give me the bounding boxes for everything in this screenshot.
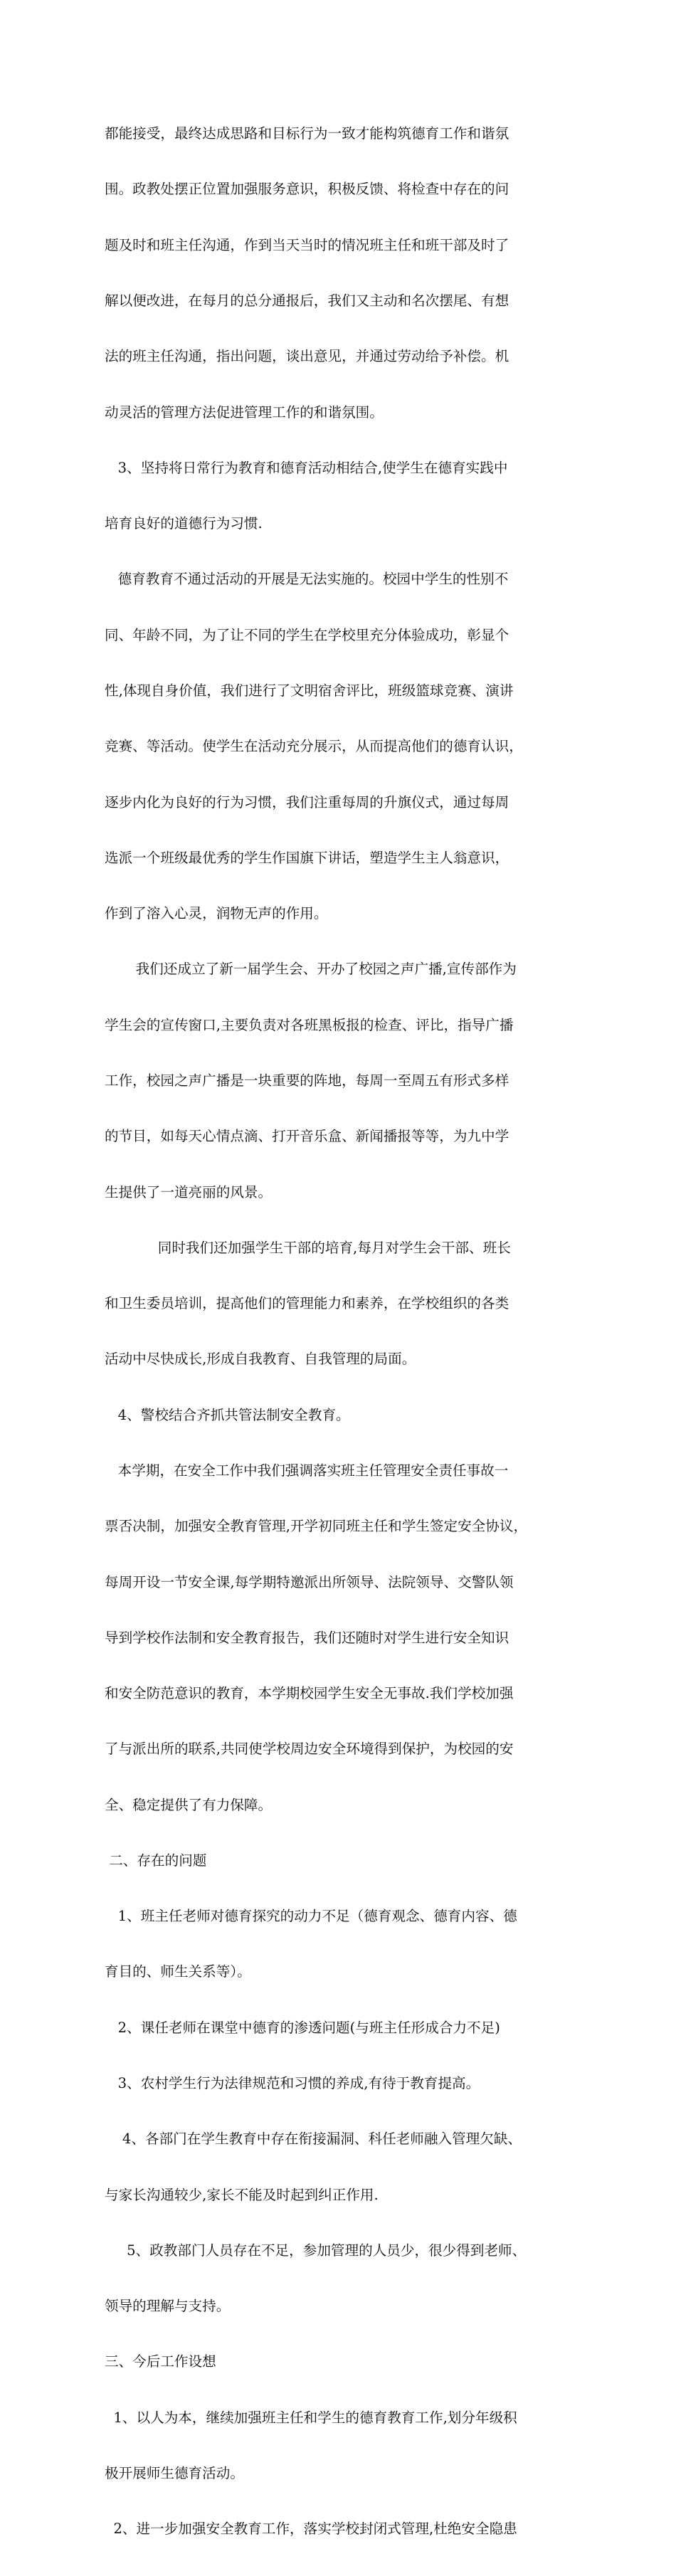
text-line: 同时我们还加强学生干部的培育,每月对学生会干部、班长 [105, 1239, 511, 1256]
text-line: 与家长沟通较少,家长不能及时起到纠正作用. [105, 2186, 379, 2203]
text-line: 我们还成立了新一届学生会、开办了校园之声广播,宣传部作为 [105, 961, 517, 978]
text-line: 育目的、师生关系等）。 [105, 1963, 251, 1980]
text-line: 票否决制，加强安全教育管理,开学初同班主任和学生签定安全协议， [105, 1518, 528, 1535]
text-line: 了与派出所的联系,共同使学校周边安全环境得到保护，为校园的安 [105, 1741, 514, 1758]
text-line: 领导的理解与支持。 [105, 2298, 231, 2315]
text-line: 3、农村学生行为法律规范和习惯的养成,有待于教育提高。 [105, 2075, 480, 2092]
text-line: 和卫生委员培训，提高他们的管理能力和素养，在学校组织的各类 [105, 1295, 509, 1312]
text-line: 解以便改进，在每月的总分通报后，我们又主动和名次摆尾、有想 [105, 292, 509, 310]
text-line: 3、坚持将日常行为教育和德育活动相结合,使学生在德育实践中 [105, 459, 508, 476]
section-heading: 三、今后工作设想 [105, 2353, 216, 2370]
text-line: 动灵活的管理方法促进管理工作的和谐氛围。 [105, 403, 384, 421]
text-line: 导到学校作法制和安全教育报告，我们还随时对学生进行安全知识 [105, 1629, 509, 1646]
text-line: 培育良好的道德行为习惯. [105, 515, 263, 532]
text-line: 每周开设一节安全课,每学期特邀派出所领导、法院领导、交警队领 [105, 1573, 514, 1590]
text-line: 的节目，如每天心情点滴、打开音乐盒、新闻播报等等，为九中学 [105, 1128, 509, 1145]
text-line: 选派一个班级最优秀的学生作国旗下讲话，塑造学生主人翁意识， [105, 849, 509, 866]
text-line: 1、班主任老师对德育探究的动力不足（德育观念、德育内容、德 [105, 1908, 517, 1925]
text-line: 极开展师生德育活动。 [105, 2465, 244, 2481]
text-line: 4、各部门在学生教育中存在衔接漏洞、科任老师融入管理欠缺、 [105, 2131, 522, 2148]
text-line: 4、警校结合齐抓共管法制安全教育。 [105, 1406, 350, 1423]
text-line: 本学期，在安全工作中我们强调落实班主任管理安全责任事故一 [105, 1462, 509, 1479]
text-line: 和安全防范意识的教育，本学期校园学生安全无事故.我们学校加强 [105, 1685, 514, 1702]
text-line: 竞赛、等活动。使学生在活动充分展示，从而提高他们的德育认识， [105, 738, 523, 755]
text-line: 全、稳定提供了有力保障。 [105, 1796, 273, 1813]
text-line: 围。政教处摆正位置加强服务意识，积极反馈、将检查中存在的问 [105, 181, 509, 198]
text-line: 工作，校园之声广播是一块重要的阵地，每周一至周五有形式多样 [105, 1072, 509, 1089]
text-line: 逐步内化为良好的行为习惯，我们注重每周的升旗仪式，通过每周 [105, 793, 509, 811]
text-line: 活动中尽快成长,形成自我教育、自我管理的局面。 [105, 1351, 416, 1368]
text-line: 同、年龄不同，为了让不同的学生在学校里充分体验成功，彰显个 [105, 626, 509, 643]
text-line: 德育教育不通过活动的开展是无法实施的。校园中学生的性别不 [105, 571, 509, 588]
text-line: 都能接受，最终达成思路和目标行为一致才能构筑德育工作和谐氛 [105, 125, 509, 142]
text-line: 作到了溶入心灵，润物无声的作用。 [105, 905, 328, 922]
text-line: 法的班主任沟通，指出问题，谈出意见，并通过劳动给予补偿。机 [105, 348, 509, 365]
section-heading: 二、存在的问题 [105, 1852, 207, 1869]
text-line: 5、政教部门人员存在不足，参加管理的人员少，很少得到老师、 [105, 2242, 527, 2259]
text-line: 题及时和班主任沟通，作到当天当时的情况班主任和班干部及时了 [105, 236, 509, 253]
text-line: 生提供了一道亮丽的风景。 [105, 1183, 273, 1200]
text-line: 1、以人为本，继续加强班主任和学生的德育教育工作,划分年级积 [105, 2409, 517, 2426]
document-body [105, 88, 581, 2576]
text-line: 学生会的宣传窗口,主要负责对各班黑板报的检查、评比，指导广播 [105, 1016, 514, 1033]
text-line: 2、进一步加强安全教育工作，落实学校封闭式管理,杜绝安全隐患 [105, 2520, 517, 2538]
text-line: 性,体现自身价值，我们进行了文明宿舍评比，班级篮球竞赛、演讲 [105, 682, 514, 699]
text-line: 2、课任老师在课堂中德育的渗透问题(与班主任形成合力不足) [105, 2019, 500, 2036]
